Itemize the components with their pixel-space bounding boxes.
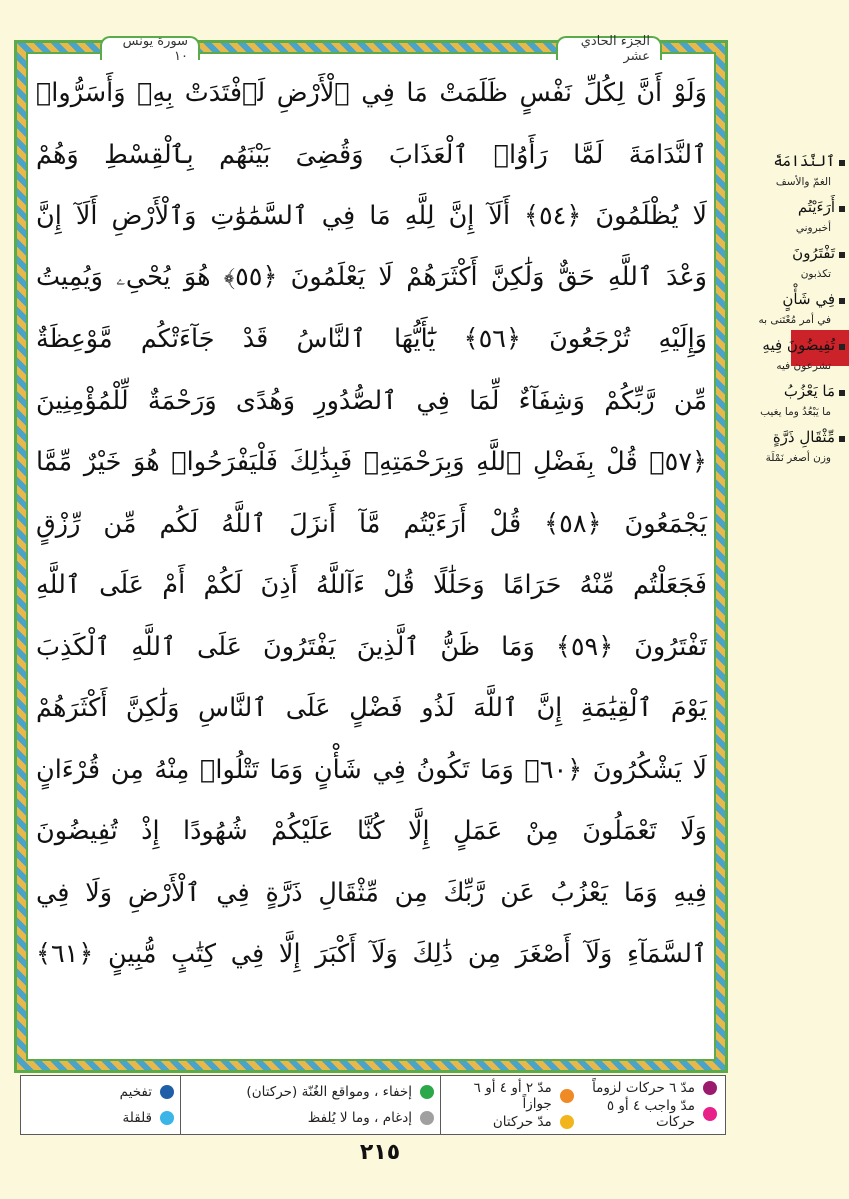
side-note-term: فِي شَأْنٍ: [782, 290, 835, 308]
legend-column-tafkheem: [84, 1076, 180, 1134]
legend-label: إدغام ، وما لا يُلفظ: [307, 1110, 412, 1126]
verse-line: وَعْدَ ٱللَّهِ حَقٌّ وَلَٰكِنَّ أَكْثَرَهُمْ لَا يَعْلَمُونَ ﴿٥٥﴾ هُوَ يُحْىِۦ وَيُمِيتُ: [36, 262, 707, 293]
qalqala-color-dot-icon: [160, 1111, 174, 1125]
verse-line: وَلَوْ أَنَّ لِكُلِّ نَفْسٍ ظَلَمَتْ مَا فِي ٱلْأَرْضِ لَٱفْتَدَتْ بِهِۦ وَأَسَرُّوا۟: [36, 77, 707, 108]
bullet-icon: [839, 160, 845, 166]
tafkheem-color-dot-icon: [160, 1085, 174, 1099]
legend-label: مدّ واجب ٤ أو ٥ حركات: [606, 1098, 695, 1130]
verse-line: وَلَا تَعْمَلُونَ مِنْ عَمَلٍ إِلَّا كُنَّا عَلَيْكُمْ شُهُودًا إِذْ تُفِيضُونَ: [36, 815, 707, 846]
verse-line: يَجْمَعُونَ ﴿٥٨﴾ قُلْ أَرَءَيْتُم مَّآ أَنزَلَ ٱللَّهُ لَكُم مِّن رِّزْقٍ: [36, 508, 707, 539]
bullet-icon: [839, 390, 845, 396]
idgham-color-dot-icon: [420, 1111, 434, 1125]
verse-line: يَوْمَ ٱلْقِيَٰمَةِ إِنَّ ٱللَّهَ لَذُو فَضْلٍ عَلَى ٱلنَّاسِ وَلَٰكِنَّ أَكْثَرَهُمْ: [36, 693, 707, 724]
verse-line: فِيهِ وَمَا يَعْزُبُ عَن رَّبِّكَ مِن مِّثْقَالِ ذَرَّةٍ فِي ٱلْأَرْضِ وَلَا فِي: [36, 877, 707, 908]
legend-label: مدّ ٦ حركات لزوماً: [592, 1080, 695, 1096]
side-note: [728, 196, 849, 238]
legend-item: [574, 1080, 717, 1096]
side-note-meaning: أخبروني: [795, 222, 831, 234]
side-note: [728, 380, 849, 422]
legend-item: [90, 1110, 174, 1126]
madd-2-color-dot-icon: [560, 1115, 574, 1129]
ikhfa-color-dot-icon: [420, 1085, 434, 1099]
page-number: ٢١٥: [359, 1140, 401, 1165]
verse-line: فَجَعَلْتُم مِّنْهُ حَرَامًا وَحَلَٰلًا قُلْ ءَآللَّهُ أَذِنَ لَكُمْ أَمْ عَلَى ٱللَّهِ: [36, 570, 707, 601]
legend-label: إخفاء ، ومواقع الغُنّة (حركتان): [246, 1084, 412, 1100]
side-note-term: ٱلنَّدَامَةَ: [773, 152, 835, 170]
tajweed-color-legend: [20, 1075, 726, 1135]
side-note: [728, 150, 849, 192]
side-note-term: تَفْتَرُونَ: [792, 244, 835, 262]
bullet-icon: [839, 298, 845, 304]
side-note-term: تُفِيضُونَ فِيهِ: [762, 336, 835, 354]
madd-wajib-color-dot-icon: [703, 1107, 717, 1121]
side-note-meaning: تشرعون فيه: [776, 360, 831, 372]
side-note-meaning: وزن أصغر نَمْلَة: [765, 452, 831, 464]
legend-label: قلقلة: [122, 1110, 152, 1126]
bullet-icon: [839, 344, 845, 350]
legend-item: [574, 1098, 717, 1130]
side-note: [728, 334, 849, 376]
legend-item: [187, 1084, 434, 1100]
legend-label: تفخيم: [119, 1084, 152, 1100]
legend-column-ghunna: [180, 1076, 440, 1134]
verse-line: ٱلنَّدَامَةَ لَمَّا رَأَوُا۟ ٱلْعَذَابَ وَقُضِىَ بَيْنَهُم بِٱلْقِسْطِ وَهُمْ: [36, 139, 707, 170]
surah-label: سورة يونس ١٠: [100, 36, 200, 60]
side-note-term: أَرَءَيْتُم: [797, 198, 835, 216]
verse-line: تَفْتَرُونَ ﴿٥٩﴾ وَمَا ظَنُّ ٱلَّذِينَ يَفْتَرُونَ عَلَى ٱللَّهِ ٱلْكَذِبَ: [36, 631, 707, 662]
madd-6-color-dot-icon: [703, 1081, 717, 1095]
side-note-meaning: الغمّ والأسف: [775, 176, 831, 188]
legend-label: مدّ حركتان: [492, 1114, 552, 1130]
legend-column-madd: [440, 1076, 725, 1134]
legend-item: [187, 1110, 434, 1126]
verse-line: ﴿٥٧﴾ قُلْ بِفَضْلِ ٱللَّهِ وَبِرَحْمَتِهِۦ فَبِذَٰلِكَ فَلْيَفْرَحُوا۟ هُوَ خَيْرٌ مِّمَّا: [36, 447, 707, 478]
verse-line: ٱلسَّمَآءِ وَلَآ أَصْغَرَ مِن ذَٰلِكَ وَلَآ أَكْبَرَ إِلَّا فِي كِتَٰبٍ مُّبِينٍ ﴿٦١﴾: [36, 939, 707, 970]
side-note-term: مِّثْقَالِ ذَرَّةٍ: [772, 428, 835, 446]
legend-item: [449, 1114, 574, 1130]
verse-text-area: [30, 62, 713, 1047]
verse-line: وَإِلَيْهِ تُرْجَعُونَ ﴿٥٦﴾ يَٰٓأَيُّهَا ٱلنَّاسُ قَدْ جَآءَتْكُم مَّوْعِظَةٌ: [36, 324, 707, 355]
side-note-meaning: ما يَبْعُدُ وما يغيب: [760, 406, 831, 418]
word-meanings-sidebar: [728, 150, 849, 472]
bullet-icon: [839, 206, 845, 212]
bullet-icon: [839, 252, 845, 258]
bullet-icon: [839, 436, 845, 442]
verse-line: لَا يَشْكُرُونَ ﴿٦٠﴾ وَمَا تَكُونُ فِي شَأْنٍ وَمَا تَتْلُوا۟ مِنْهُ مِن قُرْءَانٍ: [36, 754, 708, 785]
legend-label: مدّ ٢ أو ٤ أو ٦ جوازاً: [473, 1080, 552, 1112]
legend-item: [449, 1080, 574, 1112]
juz-label: الجزء الحادي عشر: [556, 36, 662, 60]
verse-line: لَا يُظْلَمُونَ ﴿٥٤﴾ أَلَآ إِنَّ لِلَّهِ مَا فِي ٱلسَّمَٰوَٰتِ وَٱلْأَرْضِ أَلَآ إِنَّ: [36, 201, 707, 232]
madd-jaiz-color-dot-icon: [560, 1089, 574, 1103]
side-note-term: مَا يَعْزُبُ: [783, 382, 835, 400]
side-note-meaning: تكذبون: [800, 268, 831, 280]
side-note: [728, 426, 849, 468]
side-note: [728, 242, 849, 284]
verse-line: مِّن رَّبِّكُمْ وَشِفَآءٌ لِّمَا فِي ٱلصُّدُورِ وَهُدًى وَرَحْمَةٌ لِّلْمُؤْمِنِينَ: [36, 385, 707, 416]
side-note: [728, 288, 849, 330]
legend-item: [90, 1084, 174, 1100]
side-note-meaning: في أمر مُعْتَنى به: [758, 314, 831, 326]
